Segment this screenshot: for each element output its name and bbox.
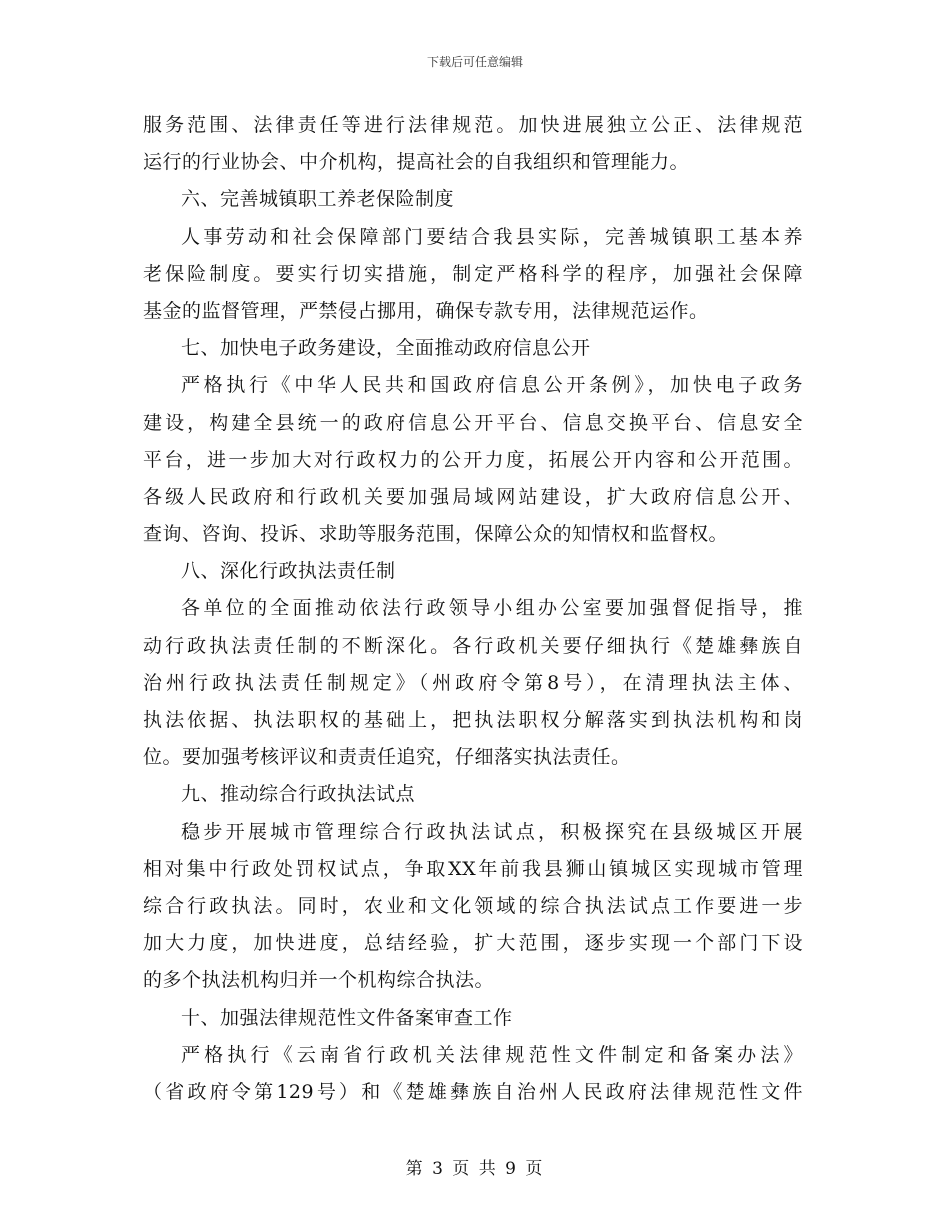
- text-line: 稳步开展城市管理综合行政执法试点，积极探究在县级城区开展: [181, 820, 803, 843]
- text-line: 建设，构建全县统一的政府信息公开平台、信息交换平台、信息安全: [143, 411, 803, 434]
- text-line: 动行政执法责任制的不断深化。各行政机关要仔细执行《楚雄彝族自: [143, 634, 803, 657]
- text-line: （省政府令第129号）和《楚雄彝族自治州人民政府法律规范性文件: [143, 1080, 803, 1103]
- text-line: 严格执行《中华人民共和国政府信息公开条例》，加快电子政务: [181, 374, 803, 397]
- text-line: 相对集中行政处罚权试点，争取XX年前我县狮山镇城区实现城市管理: [143, 857, 803, 880]
- text-line: 老保险制度。要实行切实措施，制定严格科学的程序，加强社会保障: [143, 262, 803, 285]
- text-line: 六、完善城镇职工养老保险制度: [181, 188, 455, 211]
- text-line: 综合行政执法。同时，农业和文化领域的综合执法试点工作要进一步: [143, 894, 803, 917]
- page-header: 下载后可任意编辑: [426, 55, 523, 69]
- text-line: 运行的行业协会、中介机构，提高社会的自我组织和管理能力。: [143, 151, 690, 174]
- text-line: 七、加快电子政务建设，全面推动政府信息公开: [181, 337, 591, 360]
- text-line: 九、推动综合行政执法试点: [181, 783, 416, 806]
- text-line: 位。要加强考核评议和责责任追究，仔细落实执法责任。: [143, 746, 631, 769]
- text-line: 十、加强法律规范性文件备案审查工作: [181, 1006, 513, 1029]
- text-line: 各单位的全面推动依法行政领导小组办公室要加强督促指导，推: [181, 597, 803, 620]
- text-line: 各级人民政府和行政机关要加强局域网站建设，扩大政府信息公开、: [143, 485, 803, 508]
- text-line: 加大力度，加快进度，总结经验，扩大范围，逐步实现一个部门下设: [143, 932, 803, 955]
- text-line: 的多个执法机构归并一个机构综合执法。: [143, 969, 495, 992]
- text-line: 治州行政执法责任制规定》（州政府令第8号），在清理执法主体、: [143, 671, 803, 694]
- text-line: 基金的监督管理，严禁侵占挪用，确保专款专用，法律规范运作。: [143, 299, 709, 322]
- text-line: 平台，进一步加大对行政权力的公开力度，拓展公开内容和公开范围。: [143, 448, 803, 471]
- page-footer: 第 3 页 共 9 页: [405, 1159, 545, 1179]
- document-body: [143, 107, 803, 1111]
- text-line: 八、深化行政执法责任制: [181, 560, 396, 583]
- text-line: 严格执行《云南省行政机关法律规范性文件制定和备案办法》: [181, 1043, 803, 1066]
- text-line: 查询、咨询、投诉、求助等服务范围，保障公众的知情权和监督权。: [143, 523, 729, 546]
- text-line: 执法依据、执法职权的基础上，把执法职权分解落实到执法机构和岗: [143, 709, 803, 731]
- text-line: 人事劳动和社会保障部门要结合我县实际，完善城镇职工基本养: [181, 225, 803, 248]
- text-line: 服务范围、法律责任等进行法律规范。加快进展独立公正、法律规范: [143, 114, 803, 136]
